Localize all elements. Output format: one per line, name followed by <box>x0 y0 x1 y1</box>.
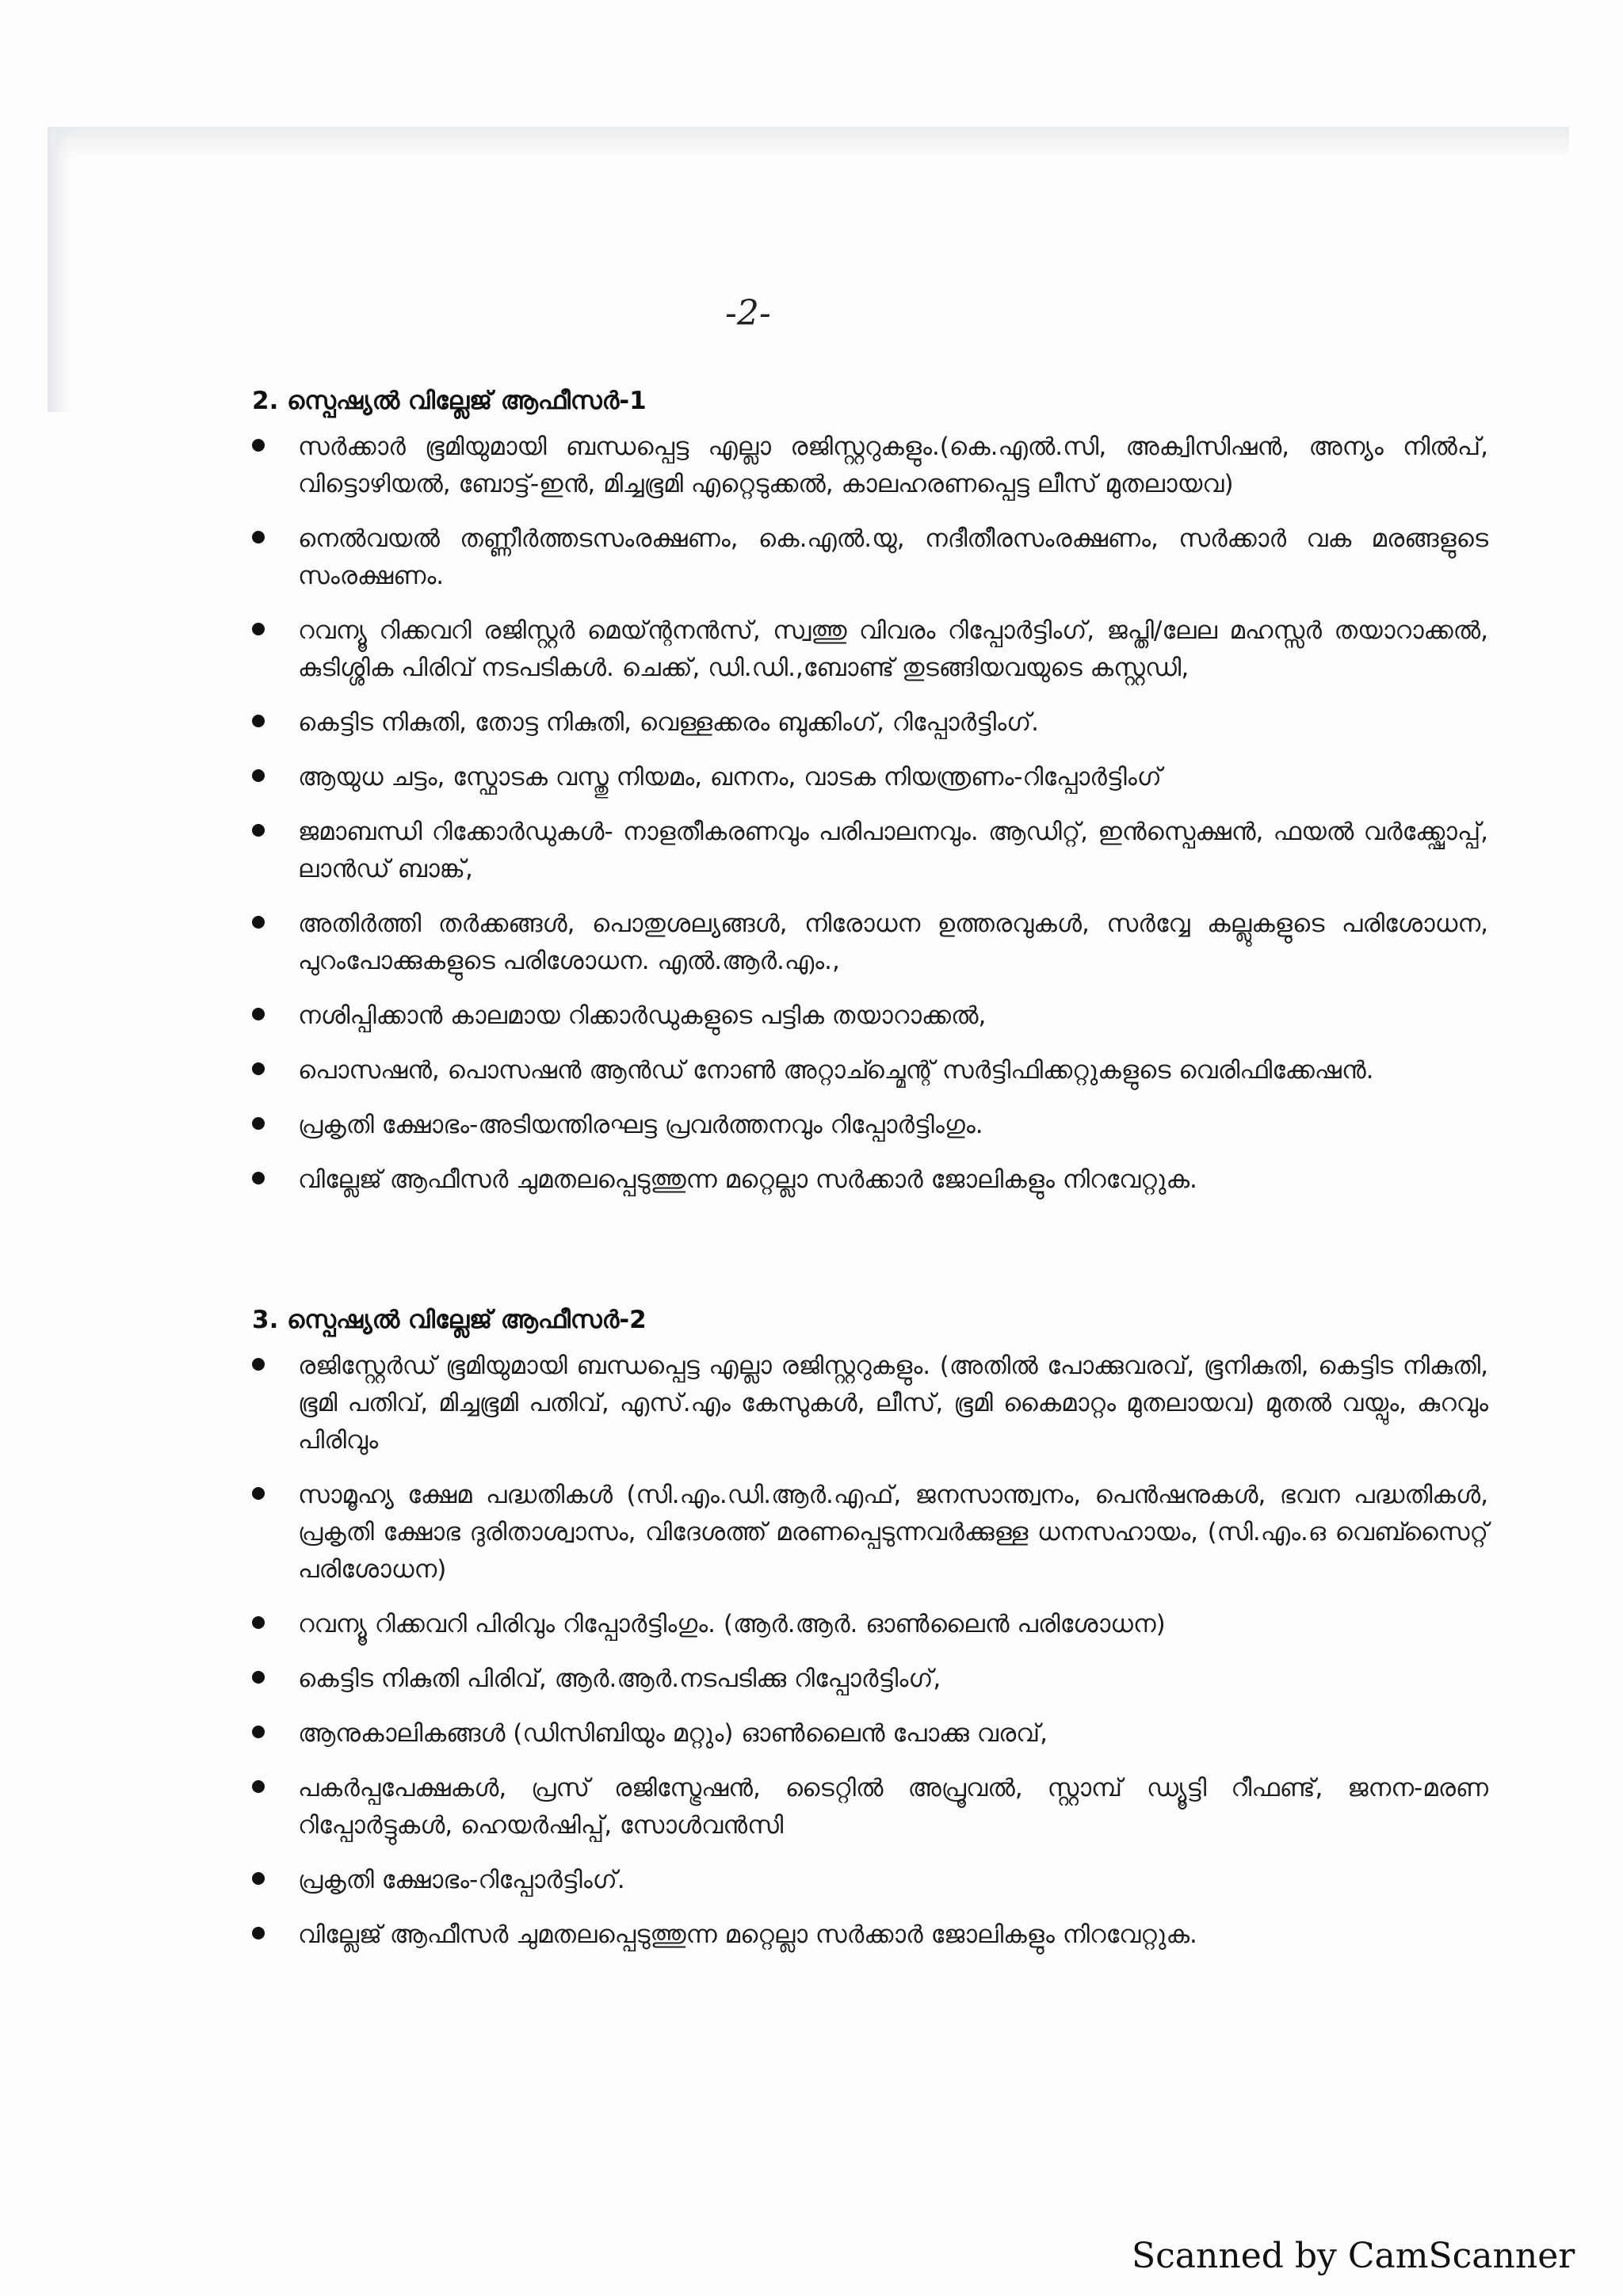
section-special-village-officer-2 <box>252 1306 1488 1971</box>
bullet-icon <box>252 1008 265 1020</box>
item-text: കെട്ടിട നികുതി പിരിവ്, ആർ.ആർ.നടപടിക്കു റിപ്പോർട്ടിംഗ്, <box>298 1665 941 1693</box>
item-text: ജമാബന്ധി റിക്കോർഡുകൾ- നാളതീകരണവും പരിപാലനവും. ആഡിറ്റ്, ഇൻസ്പെക്ഷൻ, ഫയൽ വർക്ക്ഷോപ്പ്, ലാൻഡ് ബാങ്ക്, <box>298 818 1488 883</box>
item-text: കെട്ടിട നികുതി, തോട്ട നികുതി, വെള്ളക്കരം ബുക്കിംഗ്, റിപ്പോർട്ടിംഗ്. <box>298 708 1039 737</box>
bullet-icon <box>252 1671 265 1684</box>
item-text: ആയുധ ചട്ടം, സ്ഫോടക വസ്തു നിയമം, ഖനനം, വാടക നിയന്ത്രണം-റിപ്പോർട്ടിംഗ് <box>298 763 1162 791</box>
list-item <box>252 521 1488 595</box>
bullet-icon <box>252 824 265 837</box>
item-text: പ്രകൃതി ക്ഷോഭം-അടിയന്തിരഘട്ട പ്രവർത്തനവും റിപ്പോർട്ടിംഗും. <box>298 1111 983 1139</box>
list-item <box>252 429 1488 503</box>
section-title: 3. സ്പെഷ്യൽ വില്ലേജ് ആഫീസർ-2 <box>252 1306 647 1334</box>
bullet-icon <box>252 715 265 727</box>
camscanner-watermark: Scanned by CamScanner <box>1132 2236 1575 2276</box>
bullet-icon <box>252 1872 265 1885</box>
list-item <box>252 1862 1488 1899</box>
bullet-icon <box>252 769 265 782</box>
list-item <box>252 1161 1488 1199</box>
list-item <box>252 759 1488 796</box>
item-text: റവന്യൂ റിക്കവറി രജിസ്റ്റർ മെയ്ന്റനൻസ്, സ്വത്തു വിവരം റിപ്പോർട്ടിംഗ്, ജപ്തി/ലേല മഹസ്സർ തയാറാക്കൽ, കുടിശ്ശിക പിരിവ് നടപടികൾ. ചെക്ക്, ഡി.ഡി.,ബോണ്ട് തുടങ്ങിയവയുടെ കസ്റ്റഡി, <box>298 616 1488 682</box>
list-item <box>252 1715 1488 1753</box>
list-item <box>252 1606 1488 1643</box>
item-text: റവന്യൂ റിക്കവറി പിരിവും റിപ്പോർട്ടിംഗും. (ആർ.ആർ. ഓൺലൈൻ പരിശോധന) <box>298 1610 1166 1638</box>
bullet-icon <box>252 1780 265 1793</box>
bullet-icon <box>252 1927 265 1939</box>
duty-list <box>252 429 1488 1199</box>
item-text: പ്രകൃതി ക്ഷോഭം-റിപ്പോർട്ടിംഗ്. <box>298 1866 625 1894</box>
bullet-icon <box>252 916 265 929</box>
list-item <box>252 1477 1488 1589</box>
bullet-icon <box>252 1616 265 1629</box>
bullet-icon <box>252 1487 265 1500</box>
item-text: രജിസ്റ്റേർഡ് ഭൂമിയുമായി ബന്ധപ്പെട്ട എല്ലാ രജിസ്റ്ററുകളും. (അതിൽ പോക്കുവരവ്, ഭൂനികുതി, കെട്ടിട നികുതി, ഭൂമി പതിവ്, മിച്ചഭൂമി പതിവ്, എസ്.എം കേസുകൾ, ലീസ്, ഭൂമി കൈമാറ്റം മുതലായവ) മുതൽ വയ്പും, കുറവും പിരിവും <box>298 1352 1488 1455</box>
item-text: പകർപ്പപേക്ഷകൾ, പ്രസ് രജിസ്ട്രേഷൻ, ടൈറ്റിൽ അപ്രൂവൽ, സ്റ്റാമ്പ് ഡ്യൂട്ടി റീഫണ്ട്, ജനന-മരണ റിപ്പോർട്ടുകൾ, ഹെയർഷിപ്പ്, സോൾവൻസി <box>298 1774 1488 1840</box>
item-text: സർക്കാർ ഭൂമിയുമായി ബന്ധപ്പെട്ട എല്ലാ രജിസ്റ്ററുകളും.(കെ.എൽ.സി, അക്വിസിഷൻ, അന്യം നിൽപ്, വിട്ടൊഴിയൽ, ബോട്ട്-ഇൻ, മിച്ചഭൂമി എറ്റെടുക്കൽ, കാലഹരണപ്പെട്ട ലീസ് മുതലായവ) <box>298 433 1488 498</box>
item-text: നശിപ്പിക്കാൻ കാലമായ റിക്കാർഡുകളുടെ പട്ടിക തയാറാക്കൽ, <box>298 1001 987 1030</box>
item-text: ആനുകാലികങ്ങൾ (ഡിസിബിയും മറ്റും) ഓൺലൈൻ പോക്കു വരവ്, <box>298 1719 1048 1748</box>
bullet-icon <box>252 531 265 543</box>
list-item <box>252 1770 1488 1844</box>
item-text: സാമൂഹ്യ ക്ഷേമ പദ്ധതികൾ (സി.എം.ഡി.ആർ.എഫ്, ജനസാന്ത്വനം, പെൻഷനുകൾ, ഭവന പദ്ധതികൾ, പ്രകൃതി ക്ഷോഭ ദുരിതാശ്വാസം, വിദേശത്ത് മരണപ്പെടുന്നവർക്കുള്ള ധനസഹായം, (സി.എം.ഒ വെബ്സൈറ്റ് പരിശോധന) <box>298 1481 1488 1584</box>
duty-list <box>252 1348 1488 1954</box>
list-item <box>252 814 1488 888</box>
list-item <box>252 997 1488 1035</box>
item-text: പൊസഷൻ, പൊസഷൻ ആൻഡ് നോൺ അറ്റാച്ച്മെന്റ് സർട്ടിഫിക്കറ്റുകളുടെ വെരിഫിക്കേഷൻ. <box>298 1056 1374 1085</box>
item-text: വില്ലേജ് ആഫീസർ ചുമതലപ്പെടുത്തുന്ന മറ്റെല്ലാ സർക്കാർ ജോലികളും നിറവേറ്റുക. <box>298 1920 1197 1949</box>
bullet-icon <box>252 1358 265 1371</box>
list-item <box>252 906 1488 980</box>
list-item <box>252 612 1488 687</box>
list-item <box>252 1052 1488 1089</box>
scan-edge-shadow <box>55 127 1569 158</box>
bullet-icon <box>252 439 265 452</box>
list-item <box>252 704 1488 742</box>
bullet-icon <box>252 1172 265 1184</box>
item-text: അതിർത്തി തർക്കങ്ങൾ, പൊതുശല്യങ്ങൾ, നിരോധന ഉത്തരവുകൾ, സർവ്വേ കല്ലുകളുടെ പരിശോധന, പുറംപോക്കുകളുടെ പരിശോധന. എൽ.ആർ.എം., <box>298 910 1488 975</box>
section-title: 2. സ്പെഷ്യൽ വില്ലേജ് ആഫീസർ-1 <box>252 387 647 415</box>
list-item <box>252 1661 1488 1698</box>
bullet-icon <box>252 1726 265 1738</box>
bullet-icon <box>252 1117 265 1130</box>
bullet-icon <box>252 1062 265 1075</box>
list-item <box>252 1917 1488 1954</box>
page-number: -2- <box>725 293 771 334</box>
scan-edge-shadow-left <box>48 127 71 412</box>
item-text: നെൽവയൽ തണ്ണീർത്തടസംരക്ഷണം, കെ.എൽ.യു, നദീതീരസംരക്ഷണം, സർക്കാർ വക മരങ്ങളുടെ സംരക്ഷണം. <box>298 524 1488 590</box>
bullet-icon <box>252 623 265 635</box>
list-item <box>252 1107 1488 1144</box>
item-text: വില്ലേജ് ആഫീസർ ചുമതലപ്പെടുത്തുന്ന മറ്റെല്ലാ സർക്കാർ ജോലികളും നിറവേറ്റുക. <box>298 1165 1197 1194</box>
section-special-village-officer-1 <box>252 387 1488 1216</box>
list-item <box>252 1348 1488 1459</box>
